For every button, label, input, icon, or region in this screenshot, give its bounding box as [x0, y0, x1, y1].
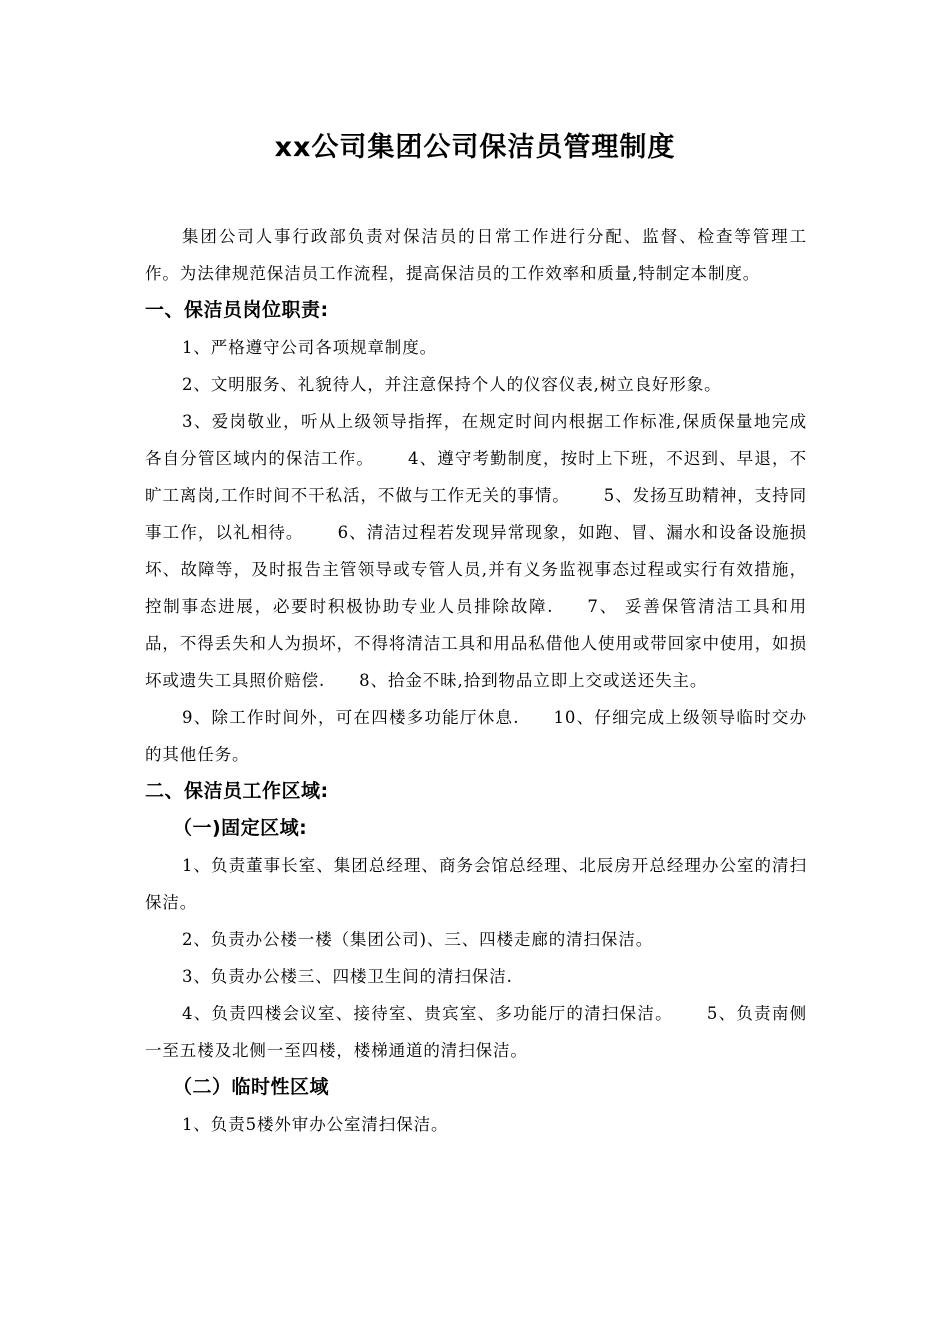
section1-item: 4、遵守考勤制度，按时上下班，不迟到、早退，不旷工离岗,工作时间不干私活，不做与工作无关的事情。 — [145, 449, 808, 505]
section2-sub1-item: 3、负责办公楼三、四楼卫生间的清扫保洁. — [182, 967, 513, 986]
section1-item: 6、清洁过程若发现异常现象，如跑、冒、漏水和设备设施损坏、故障等，及时报告主管领导或专管人员,并有义务监视事态过程或实行有效措施，控制事态进展，必要时积极协助专业人员排除故障. — [145, 523, 807, 616]
section2-sub1-item: 2、负责办公楼一楼（集团公司)、三、四楼走廊的清扫保洁。 — [182, 930, 654, 949]
section1-rest-paragraph — [145, 699, 807, 773]
section1-item: 1、严格遵守公司各项规章制度。 — [182, 338, 437, 357]
section1-item: 9、除工作时间外，可在四楼多功能厅休息. — [182, 708, 520, 727]
section2-sub1-paragraph — [145, 995, 807, 1069]
section2-sub1-heading: （一)固定区域: — [173, 817, 308, 839]
section1-item: 2、文明服务、礼貌待人，并注意保持个人的仪容仪表,树立良好形象。 — [182, 375, 722, 394]
section1-duties-paragraph — [145, 403, 807, 699]
section2-sub1-item: 5、负责南侧一至五楼及北侧一至四楼，楼梯通道的清扫保洁。 — [145, 1004, 807, 1060]
section1-heading: 一、保洁员岗位职责: — [145, 299, 329, 321]
section1-item: 3、爱岗敬业，听从上级领导指挥，在规定时间内根据工作标准,保质保量地完成各自分管区域内的保洁工作。 — [145, 412, 807, 468]
section1-item: 7、 妥善保管清洁工具和用品，不得丢失和人为损坏，不得将清洁工具和用品私借他人使用或带回家中使用，如损坏或遗失工具照价赔偿. — [145, 597, 807, 690]
section2-heading: 二、保洁员工作区域: — [145, 780, 329, 802]
section2-sub2-item: 1、负责5楼外审办公室清扫保洁。 — [182, 1115, 449, 1134]
intro-paragraph: 集团公司人事行政部负责对保洁员的日常工作进行分配、监督、检查等管理工作。为法律规范保洁员工作流程，提高保洁员的工作效率和质量,特制定本制度。 — [145, 227, 807, 283]
section1-item: 5、发扬互助精神，支持同事工作，以礼相待。 — [145, 486, 807, 542]
section2-sub2-heading: （二）临时性区域 — [173, 1076, 330, 1098]
section1-item: 10、仔细完成上级领导临时交办的其他任务。 — [145, 708, 808, 764]
section2-sub1-item: 1、负责董事长室、集团总经理、商务会馆总经理、北辰房开总经理办公室的清扫保洁。 — [145, 856, 807, 912]
section2-sub1-item: 4、负责四楼会议室、接待室、贵宾室、多功能厅的清扫保洁。 — [182, 1004, 673, 1023]
document-body — [145, 218, 807, 1143]
section1-item: 8、拾金不昧,拾到物品立即上交或送还失主。 — [359, 671, 708, 690]
document-title: xx公司集团公司保洁员管理制度 — [274, 132, 676, 163]
